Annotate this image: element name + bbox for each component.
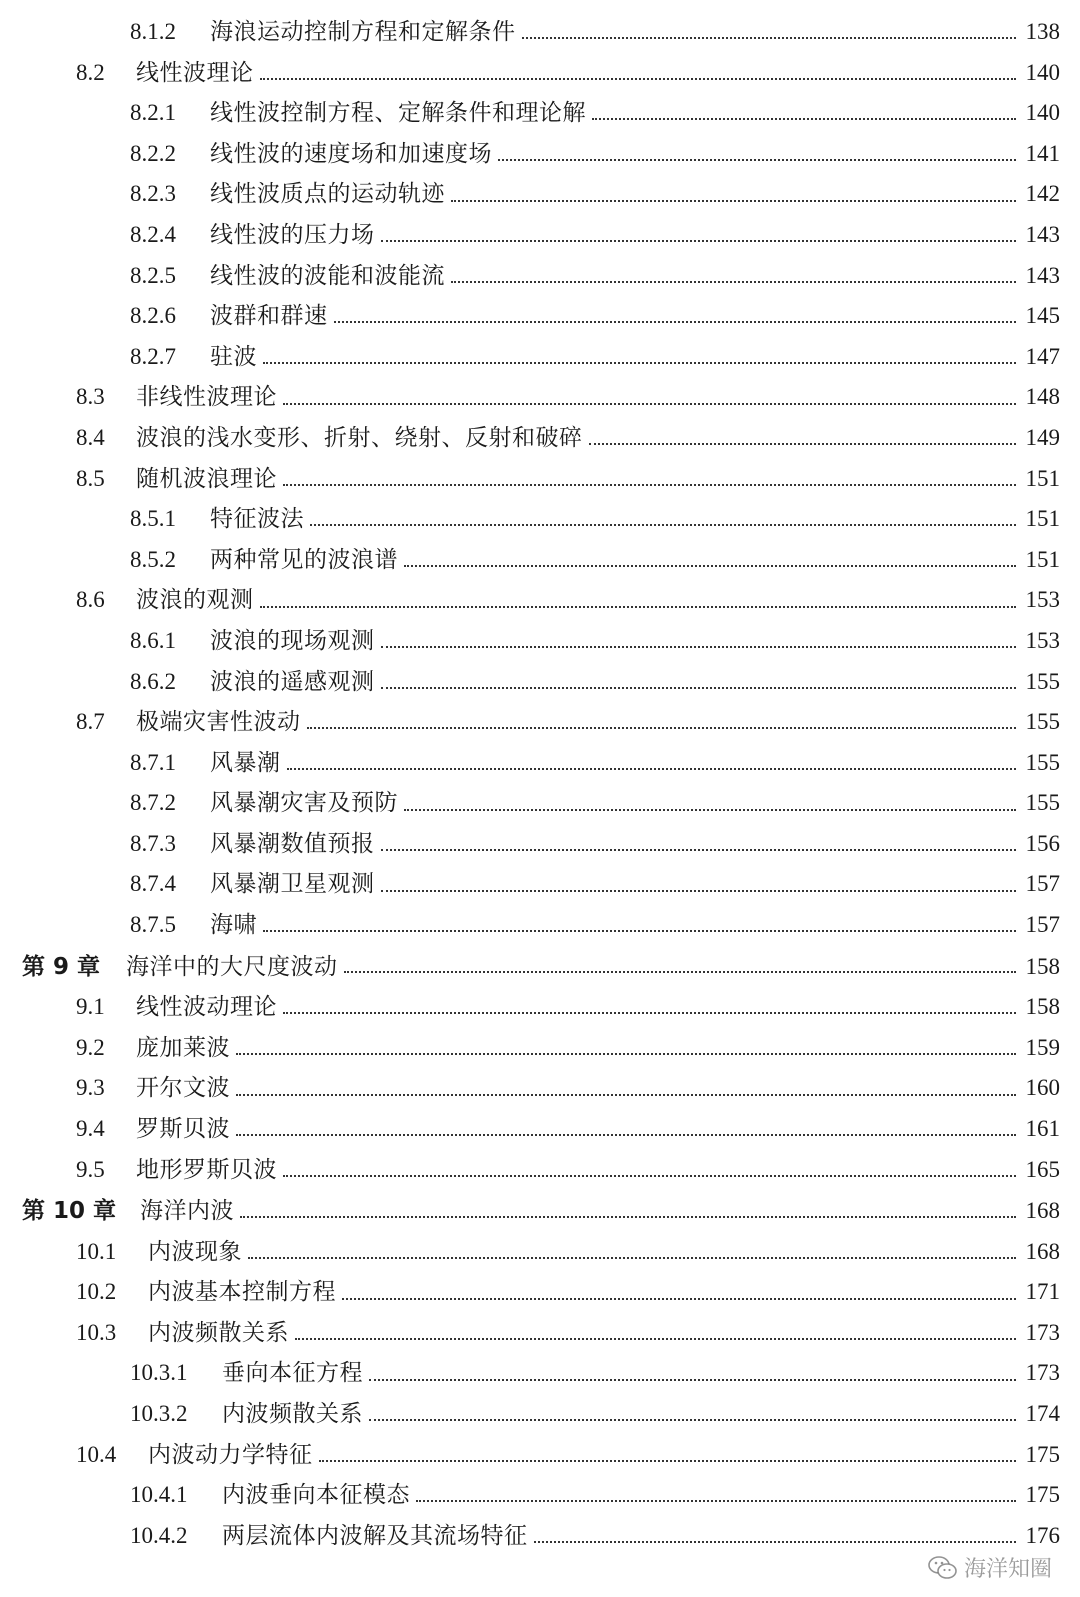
toc-entry-page: 149 [1025, 424, 1060, 450]
toc-entry-title: 线性波动理论 [136, 994, 277, 1021]
dot-leader [522, 37, 1017, 39]
toc-section-row[interactable] [0, 1109, 1080, 1150]
toc-subsection-row[interactable] [0, 783, 1080, 824]
toc-section-row[interactable] [0, 53, 1080, 94]
toc-subsection-row[interactable] [0, 134, 1080, 175]
toc-entry-page: 155 [1025, 709, 1060, 735]
toc-entry-page: 155 [1025, 790, 1060, 816]
toc-entry-page: 173 [1025, 1360, 1060, 1386]
toc-entry-title: 线性波控制方程、定解条件和理论解 [210, 100, 586, 127]
dot-leader [404, 809, 1016, 811]
toc-entry-title: 线性波质点的运动轨迹 [210, 181, 445, 208]
toc-entry-page: 148 [1025, 384, 1060, 410]
toc-entry-title: 线性波的压力场 [210, 221, 375, 248]
toc-entry-title: 庞加莱波 [136, 1034, 230, 1061]
toc-entry-page: 155 [1025, 749, 1060, 775]
dot-leader [369, 1419, 1016, 1421]
toc-entry-number: 8.7.5 [130, 912, 176, 938]
dot-leader [236, 1094, 1016, 1096]
toc-entry-page: 143 [1025, 221, 1060, 247]
toc-entry-number: 9.5 [76, 1156, 105, 1182]
toc-subsection-row[interactable] [0, 1475, 1080, 1516]
toc-entry-page: 147 [1025, 343, 1060, 369]
toc-entry-title: 开尔文波 [136, 1075, 230, 1102]
toc-entry-title: 内波现象 [148, 1238, 242, 1265]
toc-entry-page: 171 [1025, 1279, 1060, 1305]
toc-section-row[interactable] [0, 459, 1080, 500]
toc-entry-number: 10.3.1 [130, 1360, 188, 1386]
toc-entry-number: 8.4 [76, 424, 105, 450]
toc-entry-page: 145 [1025, 303, 1060, 329]
toc-entry-title: 线性波的速度场和加速度场 [210, 140, 492, 167]
toc-entry-page: 168 [1025, 1198, 1060, 1224]
dot-leader [534, 1541, 1017, 1543]
toc-entry-number: 8.5.1 [130, 506, 176, 532]
dot-leader [283, 1175, 1016, 1177]
toc-entry-page: 151 [1025, 465, 1060, 491]
toc-entry-page: 151 [1025, 506, 1060, 532]
dot-leader [334, 321, 1017, 323]
toc-subsection-row[interactable] [0, 337, 1080, 378]
toc-entry-title: 波群和群速 [210, 303, 328, 330]
toc-subsection-row[interactable] [0, 296, 1080, 337]
toc-entry-title: 地形罗斯贝波 [136, 1156, 277, 1183]
toc-section-row[interactable] [0, 702, 1080, 743]
toc-entry-page: 160 [1025, 1075, 1060, 1101]
toc-entry-title: 非线性波理论 [136, 384, 277, 411]
dot-leader [283, 484, 1016, 486]
toc-subsection-row[interactable] [0, 174, 1080, 215]
toc-subsection-row[interactable] [0, 93, 1080, 134]
dot-leader [283, 1012, 1016, 1014]
toc-subsection-row[interactable] [0, 662, 1080, 703]
toc-entry-number: 10.4 [76, 1441, 117, 1467]
toc-entry-title: 内波频散关系 [148, 1319, 289, 1346]
toc-entry-page: 157 [1025, 912, 1060, 938]
toc-entry-title: 风暴潮 [210, 749, 281, 776]
toc-entry-page: 142 [1025, 181, 1060, 207]
toc-section-row[interactable] [0, 418, 1080, 459]
toc-entry-number: 8.2.3 [130, 181, 176, 207]
toc-entry-number: 10.4.2 [130, 1522, 188, 1548]
dot-leader [260, 606, 1017, 608]
toc-entry-page: 165 [1025, 1156, 1060, 1182]
toc-entry-title: 波浪的观测 [136, 587, 254, 614]
dot-leader [451, 281, 1016, 283]
toc-entry-title: 特征波法 [210, 506, 304, 533]
toc-entry-number: 9.2 [76, 1034, 105, 1060]
toc-subsection-row[interactable] [0, 499, 1080, 540]
dot-leader [263, 362, 1016, 364]
toc-entry-title: 两种常见的波浪谱 [210, 546, 398, 573]
toc-entry-page: 158 [1025, 953, 1060, 979]
dot-leader [381, 646, 1017, 648]
toc-entry-number: 8.6 [76, 587, 105, 613]
toc-entry-page: 156 [1025, 830, 1060, 856]
toc-section-row[interactable] [0, 580, 1080, 621]
toc-entry-number: 第 10 章 [22, 1198, 117, 1225]
toc-entry-title: 波浪的浅水变形、折射、绕射、反射和破碎 [136, 424, 583, 451]
toc-chapter-row[interactable] [0, 1190, 1080, 1232]
toc-entry-number: 8.5 [76, 465, 105, 491]
toc-entry-number: 8.2.6 [130, 303, 176, 329]
dot-leader [319, 1460, 1017, 1462]
toc-entry-title: 线性波的波能和波能流 [210, 262, 445, 289]
dot-leader [240, 1216, 1016, 1218]
toc-entry-title: 随机波浪理论 [136, 465, 277, 492]
toc-entry-page: 151 [1025, 546, 1060, 572]
toc-entry-title: 海浪运动控制方程和定解条件 [210, 19, 516, 45]
dot-leader [287, 768, 1017, 770]
toc-entry-page: 153 [1025, 627, 1060, 653]
watermark [928, 1552, 1052, 1583]
toc-entry-number: 8.2 [76, 59, 105, 85]
toc-entry-number: 8.2.1 [130, 100, 176, 126]
toc-entry-page: 141 [1025, 140, 1060, 166]
toc-entry-number: 8.3 [76, 384, 105, 410]
toc-entry-page: 140 [1025, 100, 1060, 126]
toc-section-row[interactable] [0, 1150, 1080, 1191]
toc-section-row[interactable] [0, 1435, 1080, 1476]
toc-entry-page: 138 [1025, 19, 1060, 44]
dot-leader [381, 240, 1017, 242]
dot-leader [283, 403, 1016, 405]
toc-entry-page: 175 [1025, 1441, 1060, 1467]
toc-entry-title: 波浪的现场观测 [210, 627, 375, 654]
toc-entry-number: 10.4.1 [130, 1482, 188, 1508]
dot-leader [248, 1257, 1016, 1259]
dot-leader [381, 687, 1017, 689]
toc-entry-page: 161 [1025, 1115, 1060, 1141]
dot-leader [589, 443, 1017, 445]
toc-subsection-row[interactable] [0, 824, 1080, 865]
toc-entry-title: 两层流体内波解及其流场特征 [222, 1522, 528, 1549]
toc-subsection-row[interactable] [0, 743, 1080, 784]
toc-subsection-row[interactable] [0, 540, 1080, 581]
toc-entry-title: 驻波 [210, 343, 257, 370]
toc-entry-number: 10.3.2 [130, 1401, 188, 1426]
toc-entry-number: 8.2.7 [130, 343, 176, 369]
toc-entry-number: 9.1 [76, 994, 105, 1020]
toc-entry-page: 157 [1025, 871, 1060, 897]
toc-entry-page: 140 [1025, 59, 1060, 85]
toc-entry-title: 波浪的遥感观测 [210, 668, 375, 695]
dot-leader [404, 565, 1016, 567]
toc-subsection-row[interactable] [0, 256, 1080, 297]
toc-entry-title: 海啸 [210, 912, 257, 939]
dot-leader [344, 971, 1017, 973]
toc-section-row[interactable] [0, 987, 1080, 1028]
toc-entry-number: 8.5.2 [130, 546, 176, 572]
dot-leader [236, 1134, 1016, 1136]
toc-entry-title: 风暴潮卫星观测 [210, 871, 375, 898]
toc-entry-page: 155 [1025, 668, 1060, 694]
toc-entry-title: 极端灾害性波动 [136, 709, 301, 736]
toc-entry-number: 8.7.2 [130, 790, 176, 816]
toc-entry-title: 风暴潮数值预报 [210, 830, 375, 857]
toc-entry-number: 8.2.5 [130, 262, 176, 288]
toc-section-row[interactable] [0, 1313, 1080, 1354]
toc-entry-number: 9.4 [76, 1115, 105, 1141]
toc-entry-number: 8.6.2 [130, 668, 176, 694]
toc-entry-title: 内波垂向本征模态 [222, 1482, 410, 1509]
dot-leader [307, 727, 1017, 729]
dot-leader [592, 118, 1016, 120]
toc-chapter-row[interactable] [0, 946, 1080, 988]
toc-entry-number: 9.3 [76, 1075, 105, 1101]
toc-entry-title: 垂向本征方程 [222, 1360, 363, 1387]
toc-section-row[interactable] [0, 377, 1080, 418]
toc-entry-number: 8.1.2 [130, 19, 176, 44]
toc-subsection-row[interactable] [0, 1394, 1080, 1435]
dot-leader [310, 524, 1016, 526]
toc-entry-page: 158 [1025, 994, 1060, 1020]
toc-entry-title: 风暴潮灾害及预防 [210, 790, 398, 817]
toc-entry-number: 8.7.4 [130, 871, 176, 897]
toc-entry-number: 8.7.3 [130, 830, 176, 856]
toc-entry-number: 8.7.1 [130, 749, 176, 775]
dot-leader [381, 890, 1017, 892]
toc-entry-title: 内波动力学特征 [148, 1441, 313, 1468]
dot-leader [260, 78, 1017, 80]
toc-entry-page: 143 [1025, 262, 1060, 288]
toc-entry-title: 内波频散关系 [222, 1401, 363, 1427]
toc-entry-title: 海洋内波 [140, 1198, 234, 1225]
toc-entry-title: 罗斯贝波 [136, 1115, 230, 1142]
wechat-icon [928, 1555, 958, 1581]
toc-entry-title: 海洋中的大尺度波动 [126, 953, 338, 980]
dot-leader [263, 930, 1016, 932]
toc-subsection-row[interactable] [0, 1353, 1080, 1394]
toc-entry-page: 159 [1025, 1034, 1060, 1060]
dot-leader [369, 1379, 1016, 1381]
dot-leader [342, 1298, 1016, 1300]
toc-entry-number: 10.3 [76, 1319, 117, 1345]
toc-entry-number: 第 9 章 [22, 953, 101, 980]
toc-entry-number: 8.6.1 [130, 627, 176, 653]
toc-subsection-row[interactable] [0, 12, 1080, 53]
toc-section-row[interactable] [0, 1232, 1080, 1273]
dot-leader [498, 159, 1016, 161]
dot-leader [416, 1500, 1016, 1502]
toc-entry-page: 175 [1025, 1482, 1060, 1508]
dot-leader [295, 1338, 1016, 1340]
toc-section-row[interactable] [0, 1068, 1080, 1109]
dot-leader [451, 200, 1016, 202]
toc-entry-number: 10.1 [76, 1238, 117, 1264]
toc-subsection-row[interactable] [0, 864, 1080, 905]
toc-section-row[interactable] [0, 1028, 1080, 1069]
toc-subsection-row[interactable] [0, 621, 1080, 662]
toc-entry-number: 10.2 [76, 1279, 117, 1305]
toc-entry-page: 176 [1025, 1522, 1060, 1548]
toc-entry-page: 173 [1025, 1319, 1060, 1345]
toc-subsection-row[interactable] [0, 1516, 1080, 1557]
table-of-contents [0, 12, 1080, 1556]
dot-leader [236, 1053, 1016, 1055]
toc-entry-page: 168 [1025, 1238, 1060, 1264]
toc-entry-title: 内波基本控制方程 [148, 1279, 336, 1306]
toc-entry-page: 153 [1025, 587, 1060, 613]
toc-subsection-row[interactable] [0, 215, 1080, 256]
toc-entry-number: 8.2.4 [130, 221, 176, 247]
toc-subsection-row[interactable] [0, 905, 1080, 946]
toc-entry-page: 174 [1025, 1401, 1060, 1426]
watermark-text: 海洋知圈 [963, 1557, 1052, 1582]
toc-entry-number: 8.7 [76, 709, 105, 735]
toc-section-row[interactable] [0, 1272, 1080, 1313]
toc-entry-title: 线性波理论 [136, 59, 254, 86]
toc-entry-number: 8.2.2 [130, 140, 176, 166]
dot-leader [381, 849, 1017, 851]
